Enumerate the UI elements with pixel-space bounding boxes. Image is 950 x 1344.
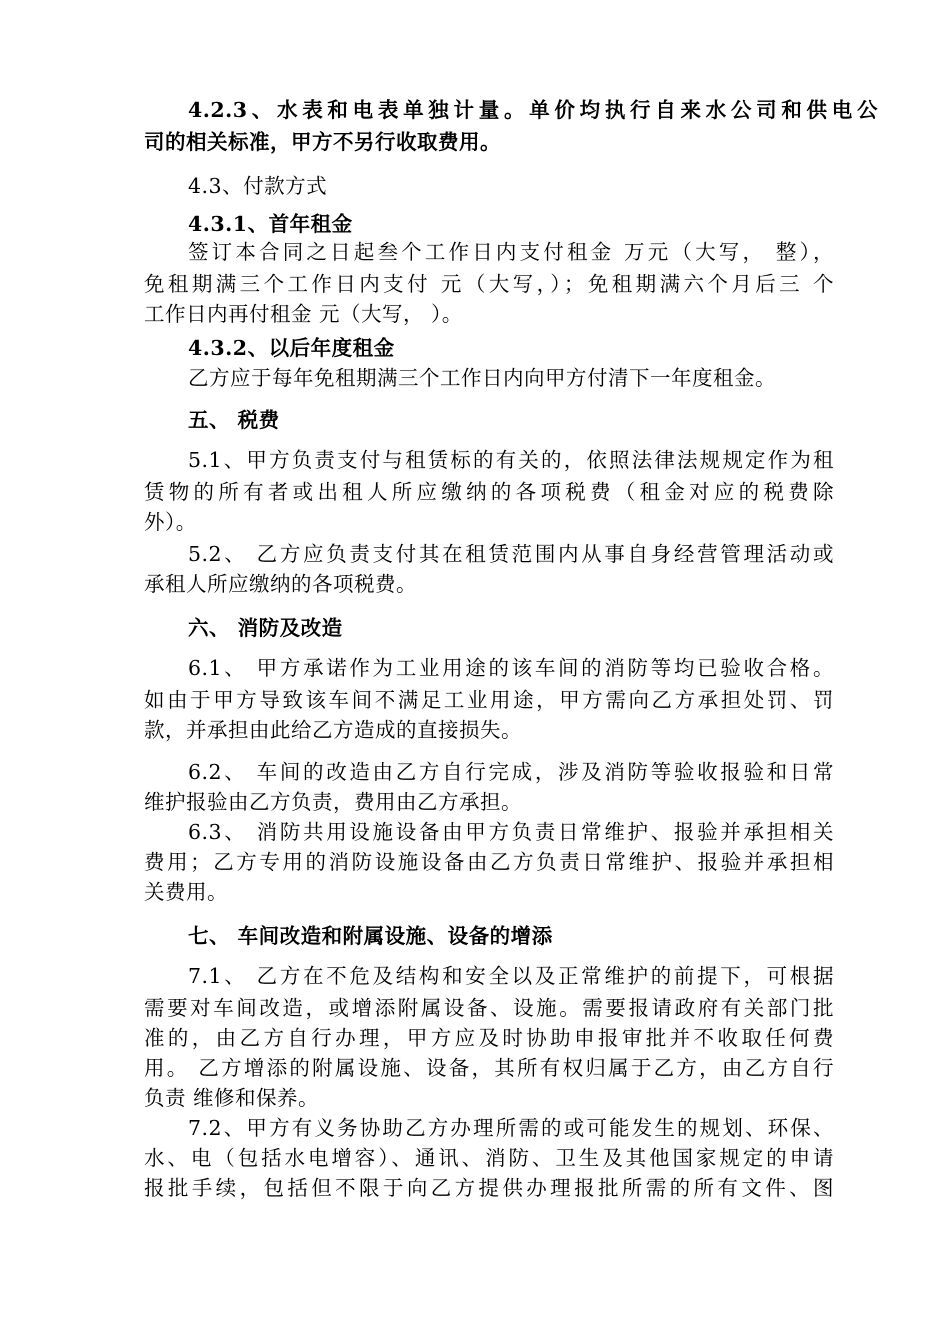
clause-4-3-1-line-3: 工作日内再付租金 元（大写， ）。	[144, 302, 463, 326]
clause-7-2-line-3: 报批手续，包括但不限于向乙方提供办理报批所需的所有文件、图	[144, 1176, 834, 1200]
clause-4-2-3-line-2: 司的相关标准，甲方不另行收取费用。	[144, 130, 501, 154]
clause-4-3-2-text: 乙方应于每年免租期满三个工作日内向甲方付清下一年度租金。	[188, 366, 776, 390]
clause-7-1-line-5: 负责 维修和保养。	[144, 1086, 320, 1110]
heading-section-6: 六、 消防及改造	[188, 616, 343, 640]
clause-7-2-line-1: 7.2、甲方有义务协助乙方办理所需的或可能发生的规划、环保、	[188, 1116, 834, 1140]
clause-6-1-line-1: 6.1、 甲方承诺作为工业用途的该车间的消防等均已验收合格。	[188, 656, 834, 680]
clause-5-1-line-3: 外）。	[144, 510, 197, 534]
clause-4-2-3-line-1: 4.2.3、水表和电表单独计量。单价均执行自来水公司和供电公	[188, 98, 878, 122]
clause-7-2-line-2: 水、电（包括水电增容）、通讯、消防、卫生及其他国家规定的申请	[144, 1146, 834, 1170]
clause-7-1-line-2: 需要对车间改造，或增添附属设备、设施。需要报请政府有关部门批	[144, 996, 834, 1020]
clause-6-2-line-2: 维护报验由乙方负责，费用由乙方承担。	[144, 790, 522, 814]
clause-6-1-line-3: 款，并承担由此给乙方造成的直接损失。	[144, 718, 522, 742]
clause-5-1-line-1: 5.1、甲方负责支付与租赁标的有关的，依照法律法规规定作为租	[188, 448, 834, 472]
clause-6-3-line-2: 费用；乙方专用的消防设施设备由乙方负责日常维护、报验并承担相	[144, 850, 834, 874]
clause-7-1-line-3: 准的，由乙方自行办理，甲方应及时协助申报审批并不收取任何费	[144, 1026, 834, 1050]
clause-6-3-line-3: 关费用。	[144, 880, 228, 904]
clause-5-1-line-2: 赁物的所有者或出租人所应缴纳的各项税费（租金对应的税费除	[144, 480, 834, 504]
clause-4-3-1-line-1: 签订本合同之日起叁个工作日内支付租金 万元（大写， 整），	[188, 240, 834, 264]
heading-section-5: 五、 税费	[188, 408, 280, 432]
clause-7-1-line-4: 用。 乙方增添的附属设施、设备，其所有权归属于乙方，由乙方自行	[144, 1056, 834, 1080]
clause-7-1-line-1: 7.1、 乙方在不危及结构和安全以及正常维护的前提下，可根据	[188, 964, 834, 988]
clause-5-2-line-2: 承租人所应缴纳的各项税费。	[144, 572, 417, 596]
clause-4-3-1-line-2: 免租期满三个工作日内支付 元（大写，）；免租期满六个月后三 个	[144, 272, 834, 296]
heading-4-3-1: 4.3.1、首年租金	[188, 212, 353, 236]
clause-5-2-line-1: 5.2、 乙方应负责支付其在租赁范围内从事自身经营管理活动或	[188, 542, 834, 566]
clause-6-1-line-2: 如由于甲方导致该车间不满足工业用途，甲方需向乙方承担处罚、罚	[144, 688, 834, 712]
heading-4-3-2: 4.3.2、以后年度租金	[188, 336, 395, 360]
heading-section-7: 七、 车间改造和附属设施、设备的增添	[188, 924, 553, 948]
clause-6-2-line-1: 6.2、 车间的改造由乙方自行完成，涉及消防等验收报验和日常	[188, 760, 834, 784]
clause-6-3-line-1: 6.3、 消防共用设施设备由甲方负责日常维护、报验并承担相关	[188, 820, 834, 844]
heading-4-3: 4.3、付款方式	[188, 174, 328, 198]
